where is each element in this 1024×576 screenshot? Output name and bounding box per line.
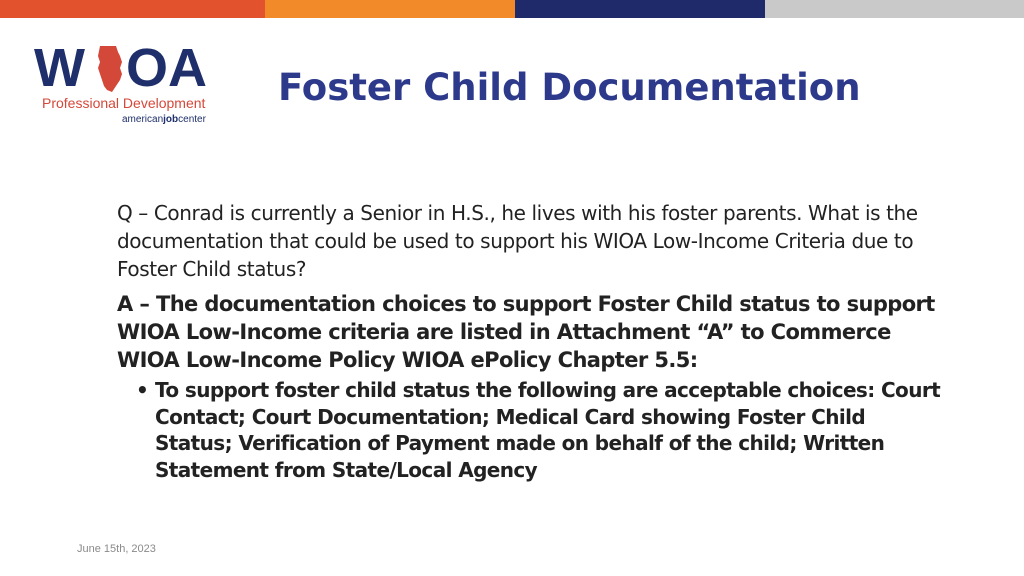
- ajc-prefix: american: [122, 114, 164, 125]
- slide-title: Foster Child Documentation: [278, 66, 861, 109]
- american-job-center-logo: [122, 114, 206, 125]
- ajc-suffix: center: [178, 114, 206, 125]
- bar-segment-light-orange: [265, 0, 515, 18]
- footer-date: June 15th, 2023: [77, 543, 156, 555]
- logo-mark-oa: OA: [126, 42, 207, 94]
- illinois-state-icon: [98, 46, 122, 92]
- wioa-logo: [34, 42, 224, 128]
- logo-subtitle: Professional Development: [42, 95, 206, 111]
- slide-body: [117, 199, 967, 483]
- top-color-bar: [0, 0, 1024, 18]
- bar-segment-orange: [0, 0, 265, 18]
- bullet-list: [117, 377, 967, 483]
- question-text: Q – Conrad is currently a Senior in H.S., he lives with his foster parents. What is the documentation that could be used to support his WIOA Low-Income Criteria due to Foster Child status?: [117, 201, 918, 281]
- answer-text: A – The documentation choices to support Foster Child status to support WIOA Low-Income criteria are listed in Attachment “A” to Commerce WIOA Low-Income Policy WIOA ePolicy Chapter 5.5:: [117, 292, 935, 372]
- bar-segment-gray: [765, 0, 1024, 18]
- wioa-logo-mark: [34, 42, 224, 94]
- bullet-text: To support foster child status the following are acceptable choices: Court Contact; Court Documentation; Medical Card showing Foster Child Status; Verification of Payment made on behalf of the child; Written Statement from State/Local Agency: [155, 378, 941, 482]
- bullet-item: [136, 377, 945, 483]
- logo-mark-w: W: [34, 42, 85, 94]
- bar-segment-navy: [515, 0, 765, 18]
- ajc-bold: job: [163, 114, 179, 125]
- bullet-marker: •: [136, 378, 149, 402]
